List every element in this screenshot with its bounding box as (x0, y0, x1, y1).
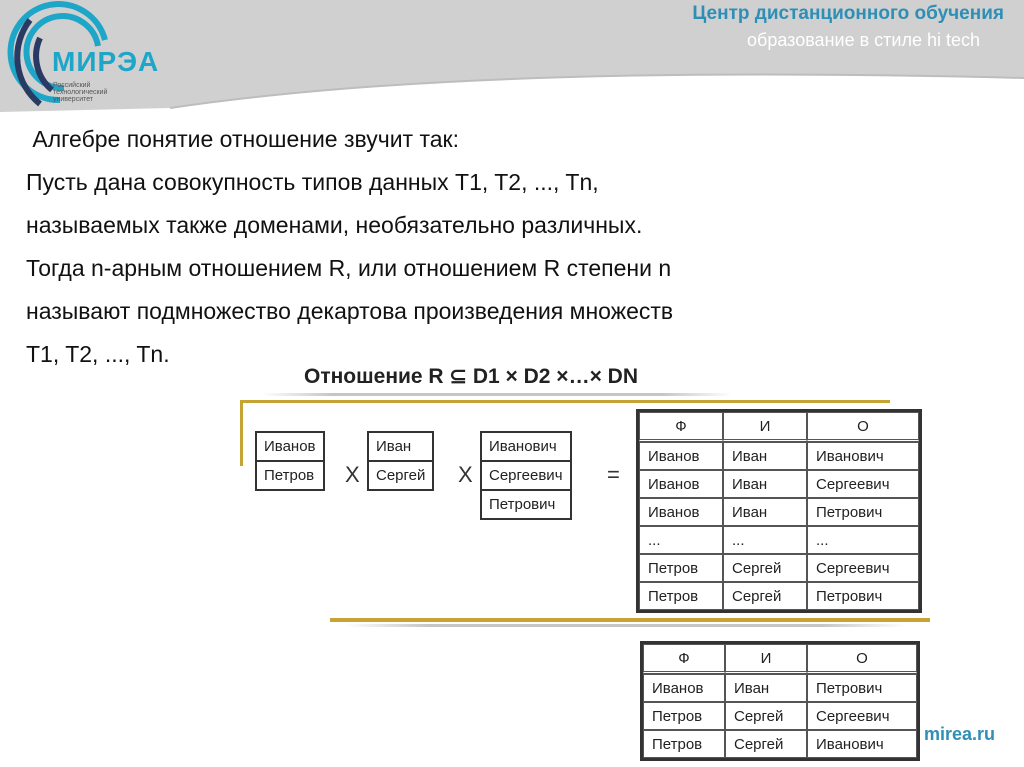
table-cell: Иванов (639, 470, 723, 498)
table-cell: Иванович (807, 442, 919, 470)
table-row (639, 442, 919, 470)
text-line: называют подмножество декартова произведения множеств (26, 298, 674, 324)
gold-bracket-left (240, 400, 243, 466)
times-operator: X (345, 462, 360, 487)
header-cell: И (723, 412, 807, 442)
table-cell: Петрович (807, 674, 917, 702)
domain-cell: Сергеевич (481, 461, 571, 490)
domain-cell: Петров (256, 461, 324, 490)
text-line: Алгебре понятие отношение звучит так: (26, 126, 460, 152)
table-row (639, 582, 919, 610)
bottom-shadow (345, 624, 905, 627)
table-cell: ... (723, 526, 807, 554)
table-cell: Сергеевич (807, 702, 917, 730)
table-cell: Сергей (725, 730, 807, 758)
table-cell: Петрович (807, 582, 919, 610)
table-row (643, 702, 917, 730)
text-line: T1, T2, ..., Tn. (26, 341, 170, 367)
domain-cell: Иванов (256, 432, 324, 461)
cartesian-product-table (636, 409, 922, 613)
domain-cell: Петрович (481, 490, 571, 519)
relation-table (640, 641, 920, 761)
center-title: Центр дистанционного обучения (692, 3, 1004, 24)
table-row (643, 730, 917, 758)
header-cell: Ф (639, 412, 723, 442)
table-cell: Петрович (807, 498, 919, 526)
table-cell: Иван (723, 470, 807, 498)
table-row (639, 470, 919, 498)
domain-cell: Иван (368, 432, 433, 461)
table-row (639, 554, 919, 582)
logo-word: МИРЭА (52, 46, 160, 77)
equals-operator: = (607, 462, 620, 487)
domain-table-surnames (255, 431, 325, 491)
table-cell: Сергеевич (807, 470, 919, 498)
table-cell: Сергеевич (807, 554, 919, 582)
gold-bracket-top (240, 400, 890, 403)
table-cell: Иван (723, 442, 807, 470)
header-cell: О (807, 644, 917, 674)
mirea-logo (0, 0, 180, 112)
diagram-title: Отношение R ⊆ D1 × D2 ×…× DN (304, 365, 639, 388)
table-cell: Иванов (639, 442, 723, 470)
table-cell: Иванов (643, 674, 725, 702)
table-cell: Петров (639, 582, 723, 610)
table-cell: Сергей (725, 702, 807, 730)
times-operator: X (458, 462, 473, 487)
table-row (643, 674, 917, 702)
title-underline (262, 393, 732, 396)
table-cell: Иванович (807, 730, 917, 758)
table-cell: Петров (643, 730, 725, 758)
table-cell: Петров (643, 702, 725, 730)
header-cell: Ф (643, 644, 725, 674)
table-cell: Иванов (639, 498, 723, 526)
domain-table-patronymics (480, 431, 572, 520)
domain-table-names (367, 431, 434, 491)
table-row (639, 526, 919, 554)
domain-cell: Сергей (368, 461, 433, 490)
logo-subtitle: Российский технологический университет (53, 82, 108, 103)
header-band (0, 0, 1024, 112)
table-cell: Сергей (723, 554, 807, 582)
definition-text (26, 118, 986, 376)
center-subtitle: образование в стиле hi tech (747, 30, 980, 50)
table-cell: Иван (725, 674, 807, 702)
table-cell: Сергей (723, 582, 807, 610)
table-cell: ... (639, 526, 723, 554)
text-line: Пусть дана совокупность типов данных T1, T2, ..., Tn, (26, 169, 599, 195)
table-row (639, 498, 919, 526)
table-cell: Петров (639, 554, 723, 582)
text-line: Тогда n-арным отношением R, или отношением R степени n (26, 255, 672, 281)
header-cell: И (725, 644, 807, 674)
text-line: называемых также доменами, необязательно различных. (26, 212, 643, 238)
gold-bottom-line (330, 618, 930, 622)
table-cell: Иван (723, 498, 807, 526)
header-cell: О (807, 412, 919, 442)
table-cell: ... (807, 526, 919, 554)
site-link[interactable]: mirea.ru (924, 724, 996, 744)
domain-cell: Иванович (481, 432, 571, 461)
